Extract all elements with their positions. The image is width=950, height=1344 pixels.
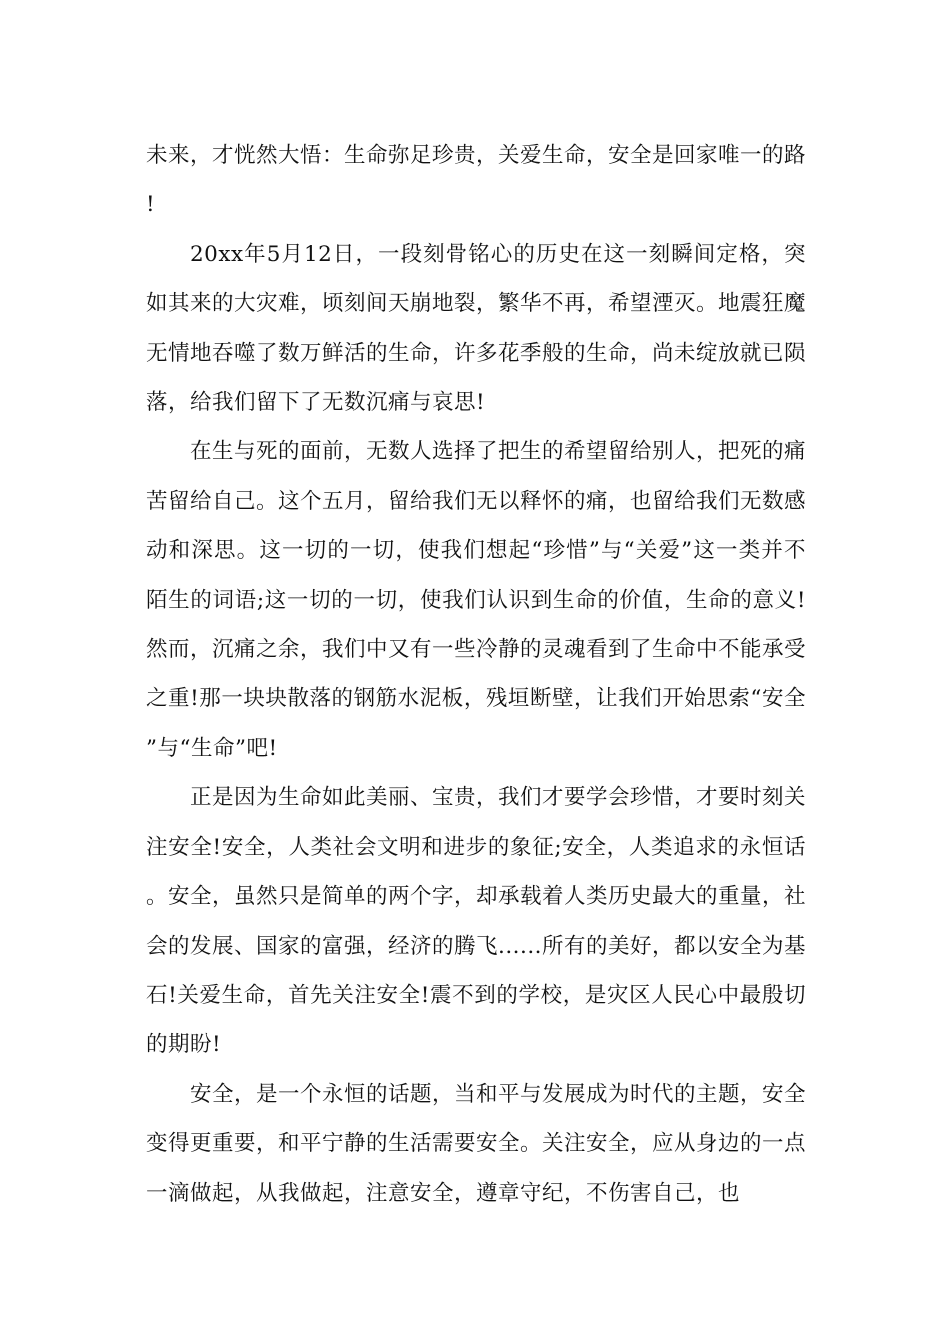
paragraph-1: 未来，才恍然大悟：生命弥足珍贵，关爱生命，安全是回家唯一的路! (146, 143, 807, 218)
paragraph-5: 安全，是一个永恒的话题，当和平与发展成为时代的主题，安全变得更重要，和平宁静的生活需要安全。关注安全，应从身边的一点一滴做起，从我做起，注意安全，遵章守纪，不伤害自己，也 (146, 1081, 807, 1206)
paragraph-2: 20xx年5月12日，一段刻骨铭心的历史在这一刻瞬间定格，突如其来的大灾难，顷刻间天崩地裂，繁华不再，希望湮灭。地震狂魔无情地吞噬了数万鲜活的生命，许多花季般的生命，尚未绽放就已陨落，给我们留下了无数沉痛与哀思! (146, 241, 807, 416)
paragraph-3: 在生与死的面前，无数人选择了把生的希望留给别人，把死的痛苦留给自己。这个五月，留给我们无以释怀的痛，也留给我们无数感动和深思。这一切的一切，使我们想起“珍惜”与“关爱”这一类并不陌生的词语;这一切的一切，使我们认识到生命的价值，生命的意义!然而，沉痛之余，我们中又有一些冷静的灵魂看到了生命中不能承受之重!那一块块散落的钢筋水泥板，残垣断壁，让我们开始思索“安全”与“生命”吧! (146, 439, 807, 761)
document-body (146, 131, 806, 1218)
paragraph-4: 正是因为生命如此美丽、宝贵，我们才要学会珍惜，才要时刻关注安全!安全，人类社会文明和进步的象征;安全，人类追求的永恒话。安全，虽然只是简单的两个字，却承载着人类历史最大的重量，社会的发展、国家的富强，经济的腾飞......所有的美好，都以安全为基石!关爱生命，首先关注安全!震不到的学校，是灾区人民心中最殷切的期盼! (146, 785, 807, 1058)
